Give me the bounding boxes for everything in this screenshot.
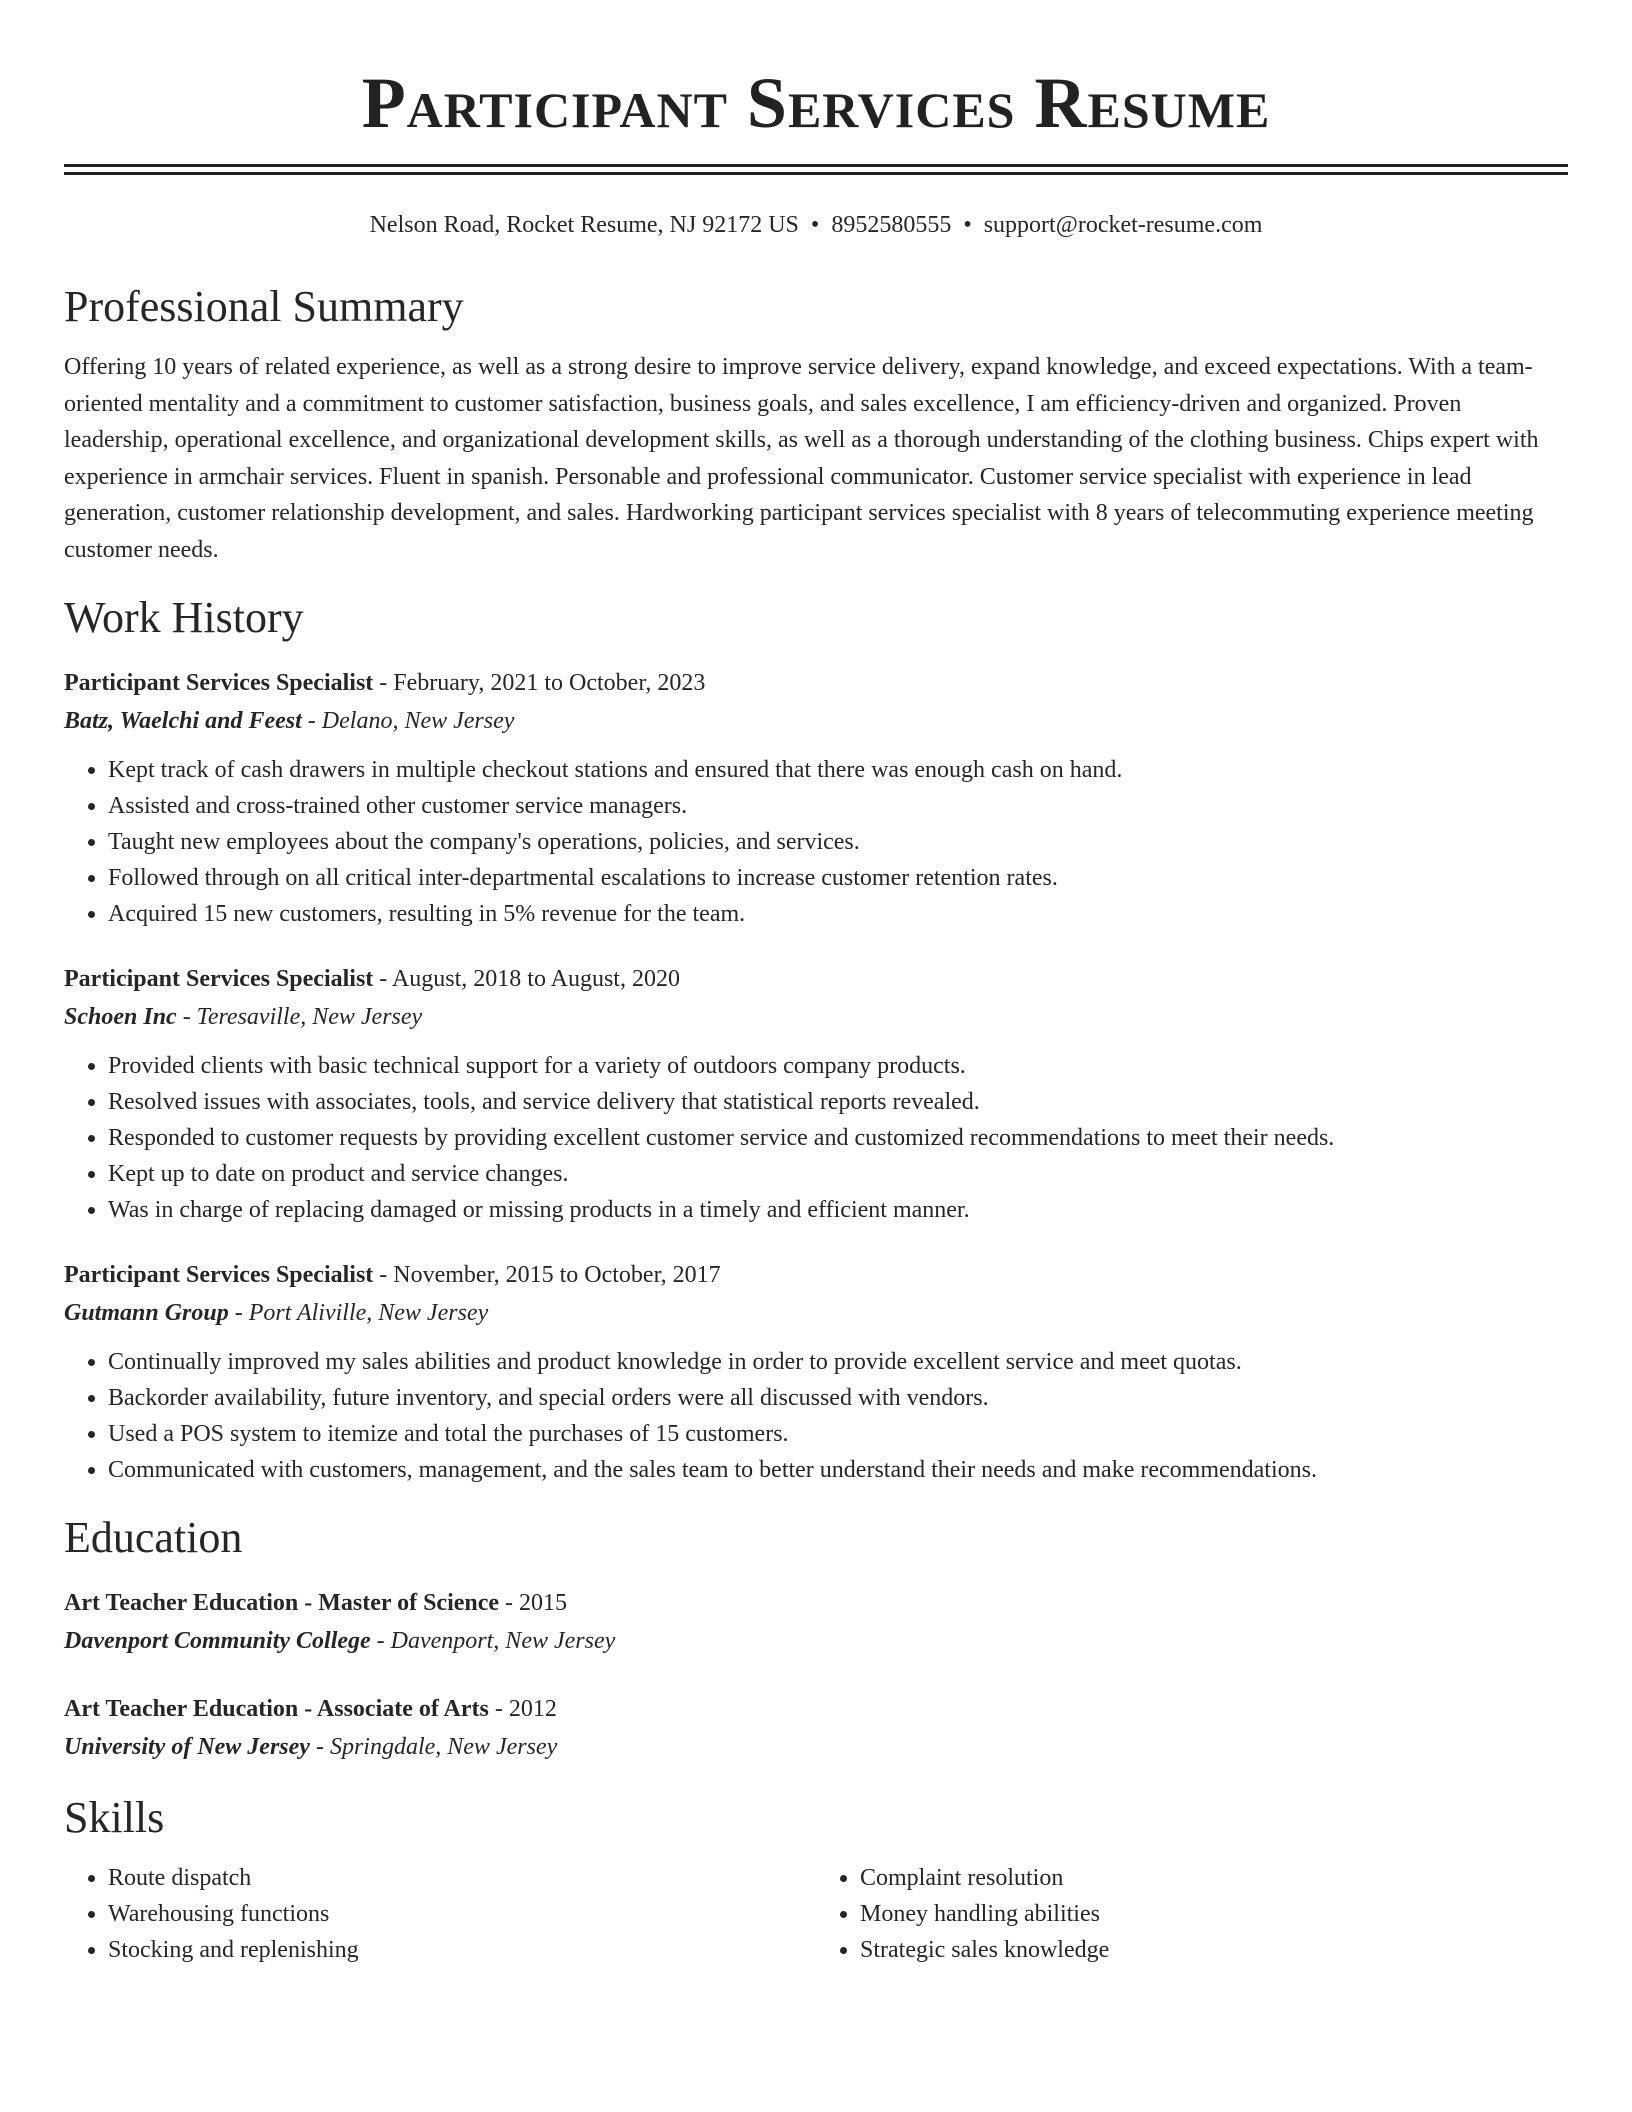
- list-item: • Kept up to date on product and service changes.: [108, 1156, 1568, 1192]
- list-item: • Communicated with customers, management, and the sales team to better understand their needs and make recommendations.: [108, 1452, 1568, 1488]
- contact-email: support@rocket-resume.com: [983, 212, 1263, 238]
- skills-columns: [64, 1860, 1568, 1968]
- education-year: - 2015: [499, 1590, 568, 1616]
- education-degree: Art Teacher Education - Associate of Arts: [64, 1696, 489, 1722]
- list-item: • Route dispatch: [108, 1860, 816, 1896]
- job-dates: - August, 2018 to August, 2020: [373, 966, 680, 992]
- education-degree-line: [64, 1690, 1568, 1728]
- education-entry: [64, 1584, 1568, 1660]
- job-bullet-list: [64, 752, 1568, 932]
- education-school: University of New Jersey: [64, 1734, 310, 1760]
- work-history-heading: Work History: [64, 593, 304, 642]
- job-entry: [64, 664, 1568, 932]
- education-heading: Education: [64, 1513, 243, 1562]
- job-dates: - November, 2015 to October, 2017: [373, 1262, 721, 1288]
- title-divider: [64, 164, 1568, 175]
- job-role: Participant Services Specialist: [64, 670, 374, 696]
- list-item: • Assisted and cross-trained other customer service managers.: [108, 788, 1568, 824]
- education-year: - 2012: [488, 1696, 557, 1722]
- job-title-line: [64, 1256, 1568, 1294]
- list-item: • Used a POS system to itemize and total the purchases of 15 customers.: [108, 1416, 1568, 1452]
- job-role: Participant Services Specialist: [64, 1262, 374, 1288]
- list-item: • Resolved issues with associates, tools, and service delivery that statistical reports revealed.: [108, 1084, 1568, 1120]
- job-bullet-list: [64, 1344, 1568, 1488]
- job-title-line: [64, 664, 1568, 702]
- list-item: • Kept track of cash drawers in multiple checkout stations and ensured that there was enough cash on hand.: [108, 752, 1568, 788]
- summary-heading: Professional Summary: [64, 282, 464, 331]
- job-location: - Port Aliville, New Jersey: [228, 1300, 489, 1326]
- job-bullet-list: [64, 1048, 1568, 1228]
- job-company: Gutmann Group: [64, 1300, 229, 1326]
- job-company-line: [64, 1294, 1568, 1332]
- education-school: Davenport Community College: [64, 1628, 371, 1654]
- job-location: - Teresaville, New Jersey: [176, 1004, 423, 1030]
- list-item: • Continually improved my sales abilities and product knowledge in order to provide excellent service and meet quotas.: [108, 1344, 1568, 1380]
- contact-phone: 8952580555: [831, 212, 952, 238]
- job-company-line: [64, 998, 1568, 1036]
- education-location: - Davenport, New Jersey: [370, 1628, 616, 1654]
- summary-text: Offering 10 years of related experience, as well as a strong desire to improve service delivery, expand knowledge, and exceed expectations. With a team-oriented mentality and a commitment to customer satisfaction, business goals, and sales excellence, I am efficiency-driven and organized. Proven leadership, operational excellence, and organizational development skills, as well as a thorough understanding of the clothing business. Chips expert with experience in armchair services. Fluent in spanish. Personable and professional communicator. Customer service specialist with experience in lead generation, customer relationship development, and sales. Hardworking participant services specialist with 8 years of telecommuting experience meeting customer needs.: [64, 354, 1539, 563]
- list-item: • Warehousing functions: [108, 1896, 816, 1932]
- education-entry: [64, 1690, 1568, 1766]
- education-degree: Art Teacher Education - Master of Science: [64, 1590, 500, 1616]
- education-degree-line: [64, 1584, 1568, 1622]
- education-location: - Springdale, New Jersey: [309, 1734, 558, 1760]
- job-company: Batz, Waelchi and Feest: [64, 708, 302, 734]
- job-title-line: [64, 960, 1568, 998]
- list-item: • Acquired 15 new customers, resulting in 5% revenue for the team.: [108, 896, 1568, 932]
- list-item: • Stocking and replenishing: [108, 1932, 816, 1968]
- list-item: • Responded to customer requests by providing excellent customer service and customized recommendations to meet their needs.: [108, 1120, 1568, 1156]
- list-item: • Taught new employees about the company's operations, policies, and services.: [108, 824, 1568, 860]
- list-item: • Money handling abilities: [860, 1896, 1568, 1932]
- list-item: • Was in charge of replacing damaged or missing products in a timely and efficient manner.: [108, 1192, 1568, 1228]
- job-role: Participant Services Specialist: [64, 966, 374, 992]
- job-location: - Delano, New Jersey: [301, 708, 515, 734]
- list-item: • Followed through on all critical inter-departmental escalations to increase customer retention rates.: [108, 860, 1568, 896]
- job-dates: - February, 2021 to October, 2023: [373, 670, 706, 696]
- contact-separator: •: [963, 212, 972, 238]
- education-school-line: [64, 1622, 1568, 1660]
- page-title: Participant Services Resume: [361, 63, 1271, 143]
- list-item: • Complaint resolution: [860, 1860, 1568, 1896]
- list-item: • Strategic sales knowledge: [860, 1932, 1568, 1968]
- education-school-line: [64, 1728, 1568, 1766]
- job-entry: [64, 960, 1568, 1228]
- job-company: Schoen Inc: [64, 1004, 177, 1030]
- list-item: • Provided clients with basic technical support for a variety of outdoors company products.: [108, 1048, 1568, 1084]
- contact-address: Nelson Road, Rocket Resume, NJ 92172 US: [369, 212, 799, 238]
- skills-list-left: [64, 1860, 816, 1968]
- list-item: • Backorder availability, future inventory, and special orders were all discussed with vendors.: [108, 1380, 1568, 1416]
- contact-line: [64, 209, 1568, 241]
- job-entry: [64, 1256, 1568, 1488]
- skills-heading: Skills: [64, 1793, 165, 1842]
- job-company-line: [64, 702, 1568, 740]
- contact-separator: •: [810, 212, 820, 238]
- skills-list-right: [816, 1860, 1568, 1968]
